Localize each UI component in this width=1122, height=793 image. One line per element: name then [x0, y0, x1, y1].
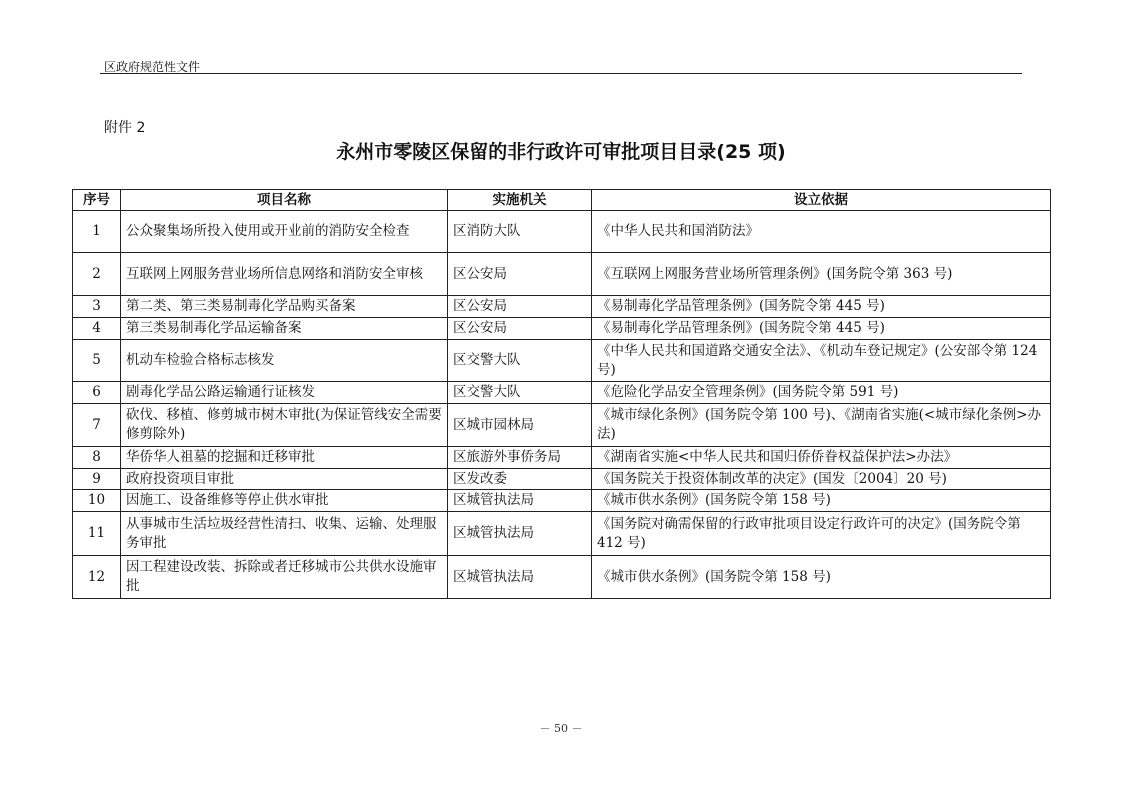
- table-row: [73, 253, 1051, 296]
- header-divider: [100, 73, 1022, 74]
- row-number: 4: [73, 318, 121, 340]
- column-header-basis: 设立依据: [592, 190, 1051, 211]
- table-row: [73, 556, 1051, 599]
- implementing-agency: 区交警大队: [448, 382, 592, 404]
- table-row: [73, 512, 1051, 556]
- row-number: 9: [73, 469, 121, 490]
- implementing-agency: 区公安局: [448, 318, 592, 340]
- table-row: [73, 318, 1051, 340]
- page-title: 永州市零陵区保留的非行政许可审批项目目录(25 项): [336, 141, 786, 163]
- implementing-agency: 区交警大队: [448, 340, 592, 382]
- item-name: 政府投资项目审批: [121, 469, 448, 490]
- implementing-agency: 区城管执法局: [448, 512, 592, 556]
- row-number: 8: [73, 447, 121, 469]
- row-number: 6: [73, 382, 121, 404]
- item-name: 公众聚集场所投入使用或开业前的消防安全检查: [121, 211, 448, 253]
- table-row: [73, 296, 1051, 318]
- item-name: 互联网上网服务营业场所信息网络和消防安全审核: [121, 253, 448, 296]
- implementing-agency: 区城管执法局: [448, 556, 592, 599]
- legal-basis: 《易制毒化学品管理条例》(国务院令第 445 号): [592, 318, 1051, 340]
- legal-basis: 《中华人民共和国消防法》: [592, 211, 1051, 253]
- table-header-row: [73, 190, 1051, 211]
- table-row: [73, 447, 1051, 469]
- legal-basis: 《易制毒化学品管理条例》(国务院令第 445 号): [592, 296, 1051, 318]
- item-name: 砍伐、移植、修剪城市树木审批(为保证管线安全需要修剪除外): [121, 404, 448, 447]
- row-number: 3: [73, 296, 121, 318]
- column-header-name: 项目名称: [121, 190, 448, 211]
- table-row: [73, 340, 1051, 382]
- table-row: [73, 469, 1051, 490]
- row-number: 5: [73, 340, 121, 382]
- table-row: [73, 404, 1051, 447]
- attachment-label: 附件 2: [104, 120, 146, 136]
- table-row: [73, 211, 1051, 253]
- table-row: [73, 382, 1051, 404]
- implementing-agency: 区城管执法局: [448, 490, 592, 512]
- item-name: 从事城市生活垃圾经营性清扫、收集、运输、处理服务审批: [121, 512, 448, 556]
- legal-basis: 《国务院关于投资体制改革的决定》(国发〔2004〕20 号): [592, 469, 1051, 490]
- implementing-agency: 区城市园林局: [448, 404, 592, 447]
- approval-items-table: [72, 189, 1051, 599]
- implementing-agency: 区公安局: [448, 296, 592, 318]
- document-header: 区政府规范性文件: [104, 60, 201, 74]
- column-header-no: 序号: [73, 190, 121, 211]
- row-number: 10: [73, 490, 121, 512]
- item-name: 因施工、设备维修等停止供水审批: [121, 490, 448, 512]
- row-number: 1: [73, 211, 121, 253]
- item-name: 华侨华人祖墓的挖掘和迁移审批: [121, 447, 448, 469]
- row-number: 11: [73, 512, 121, 556]
- item-name: 第三类易制毒化学品运输备案: [121, 318, 448, 340]
- legal-basis: 《湖南省实施<中华人民共和国归侨侨眷权益保护法>办法》: [592, 447, 1051, 469]
- legal-basis: 《城市供水条例》(国务院令第 158 号): [592, 556, 1051, 599]
- row-number: 2: [73, 253, 121, 296]
- item-name: 第二类、第三类易制毒化学品购买备案: [121, 296, 448, 318]
- implementing-agency: 区公安局: [448, 253, 592, 296]
- legal-basis: 《城市供水条例》(国务院令第 158 号): [592, 490, 1051, 512]
- legal-basis: 《危险化学品安全管理条例》(国务院令第 591 号): [592, 382, 1051, 404]
- item-name: 剧毒化学品公路运输通行证核发: [121, 382, 448, 404]
- implementing-agency: 区消防大队: [448, 211, 592, 253]
- legal-basis: 《国务院对确需保留的行政审批项目设定行政许可的决定》(国务院令第 412 号): [592, 512, 1051, 556]
- legal-basis: 《中华人民共和国道路交通安全法》、《机动车登记规定》(公安部令第 124 号): [592, 340, 1051, 382]
- item-name: 机动车检验合格标志核发: [121, 340, 448, 382]
- implementing-agency: 区旅游外事侨务局: [448, 447, 592, 469]
- column-header-agency: 实施机关: [448, 190, 592, 211]
- row-number: 7: [73, 404, 121, 447]
- legal-basis: 《城市绿化条例》(国务院令第 100 号)、《湖南省实施(<城市绿化条例>办法): [592, 404, 1051, 447]
- row-number: 12: [73, 556, 121, 599]
- page-number: － 50 －: [539, 722, 583, 735]
- implementing-agency: 区发改委: [448, 469, 592, 490]
- item-name: 因工程建设改装、拆除或者迁移城市公共供水设施审批: [121, 556, 448, 599]
- table-row: [73, 490, 1051, 512]
- legal-basis: 《互联网上网服务营业场所管理条例》(国务院令第 363 号): [592, 253, 1051, 296]
